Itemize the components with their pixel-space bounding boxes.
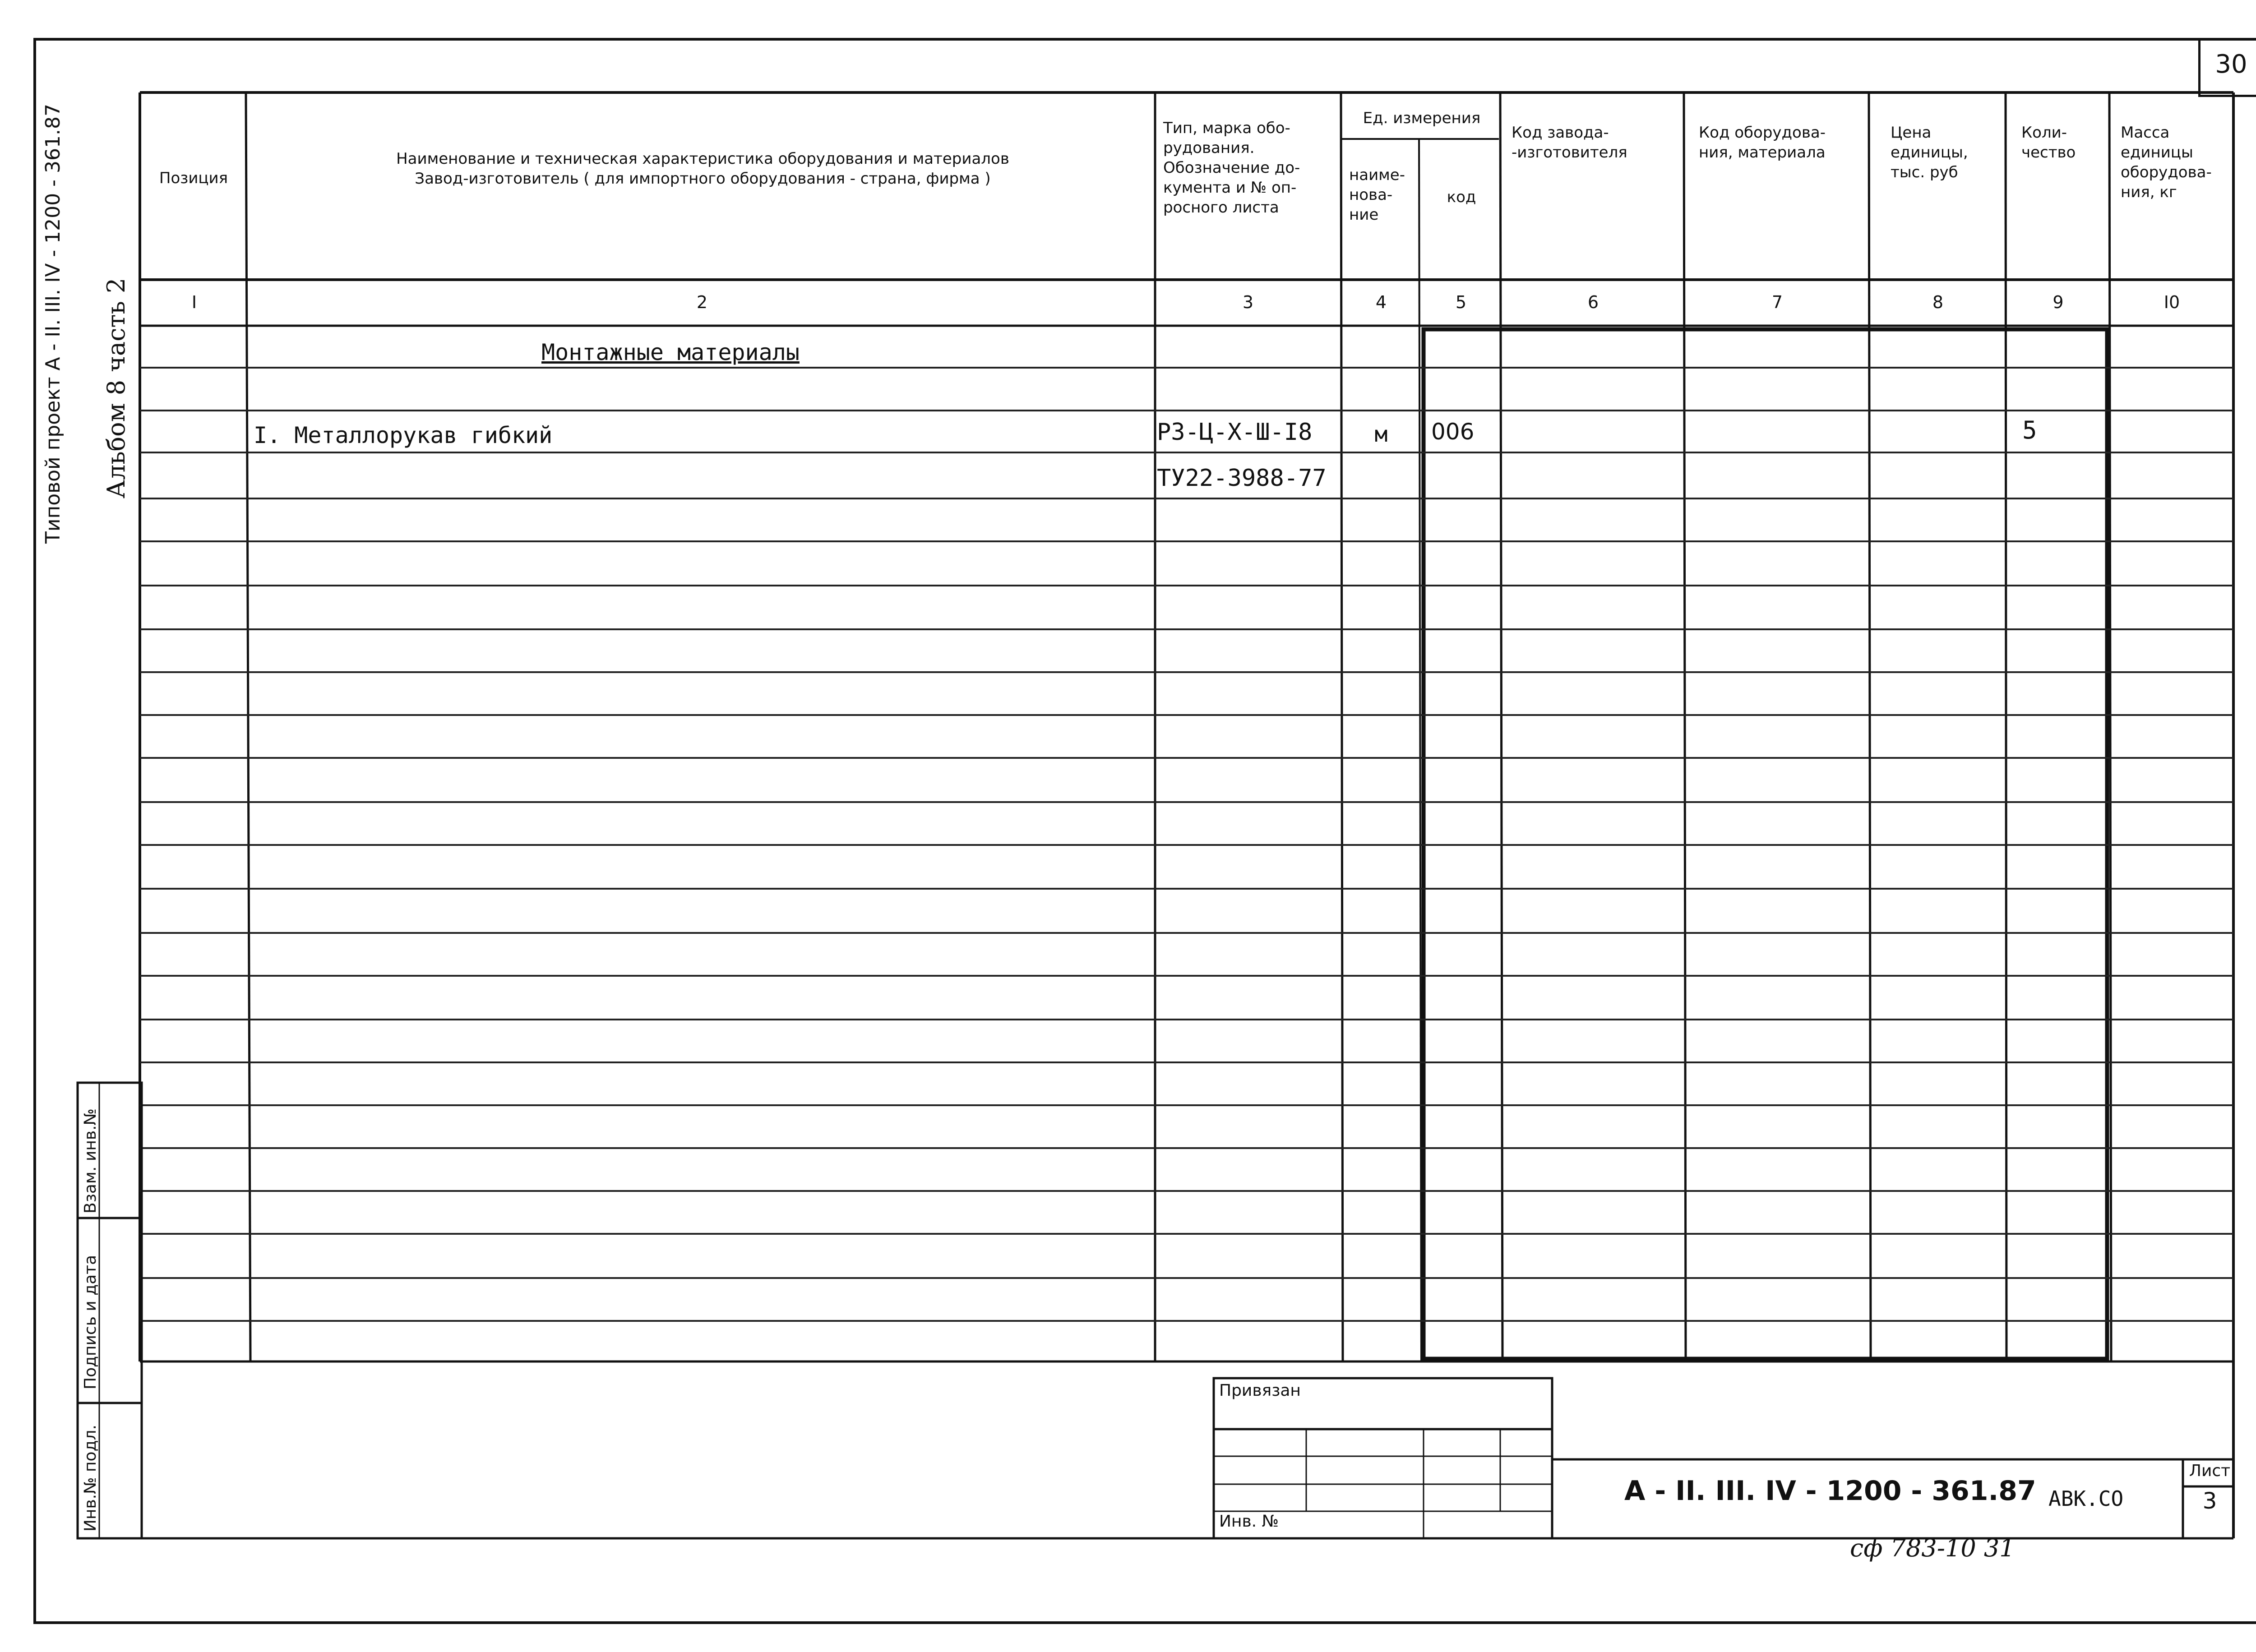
header-equipment-code-line: ния, материала [1699,143,1826,162]
side-project-label: Типовой проект А - II. III. IV - 1200 - 361.87 [42,104,65,544]
header-quantity-line: чество [2021,143,2076,162]
header-unit-name-line: ние [1349,206,1379,224]
inv-no-label: Инв. № [1219,1512,1279,1531]
column-number: 7 [1771,292,1783,312]
column-number: 3 [1242,292,1254,312]
sheet-number: 3 [2202,1488,2217,1514]
header-unit-name-line: наиме- [1349,166,1405,184]
column-number: I [191,292,197,312]
header-type-line: кумента и № оп- [1163,179,1297,197]
row-item-unit: м [1374,422,1388,447]
header-quantity-line: Коли- [2021,124,2067,142]
footer-note: сф 783-10 31 [1850,1534,2015,1562]
header-factory-code-line: -изготовителя [1512,143,1627,162]
sheet-label: Лист [2189,1462,2231,1480]
drawing-designation: А - II. III. IV - 1200 - 361.87 [1624,1475,2036,1507]
header-mass [2121,123,2233,202]
header-mass-line: оборудова- [2121,163,2212,181]
header-type [1163,118,1339,217]
header-type-line: Обозначение до- [1163,159,1300,177]
column-number: 8 [1932,292,1944,312]
header-unit-name-line: нова- [1349,186,1393,204]
header-equipment-code [1699,123,1869,162]
header-name-line1: Наименование и техническая характеристика оборудования и материалов [396,150,1009,168]
row-item-name: I. Металлорукав гибкий [254,422,553,448]
column-number: 5 [1455,292,1467,312]
row-item-doc: ТУ22-3988-77 [1157,465,1327,492]
row-item-type: РЗ-Ц-Х-Ш-I8 [1157,419,1313,446]
header-equipment-code-line: Код оборудова- [1699,124,1826,142]
header-factory-code-line: Код завода- [1512,124,1609,142]
privyazan-label: Привязан [1219,1381,1301,1400]
header-price-line: единицы, [1891,143,1968,162]
header-unit-code: код [1447,188,1476,206]
row-item-quantity: 5 [2022,416,2037,444]
drawing-code: АВК.СО [2048,1486,2124,1511]
header-unit-group: Ед. измерения [1363,109,1481,127]
stamp-sign: Подпись и дата [81,1255,100,1389]
header-type-line: рудования. [1163,139,1255,157]
column-number: 4 [1375,292,1387,312]
header-price [1891,123,2003,182]
stamp-inv: Инв.№ подл. [81,1425,100,1532]
stamp-vzam: Взам. инв.№ [81,1108,100,1214]
side-album-label: Альбом 8 часть 2 [102,277,130,498]
header-name-line2: Завод-изготовитель ( для импортного оборудования - страна, фирма ) [415,170,991,188]
header-price-line: Цена [1891,124,1932,142]
section-title: Монтажные материалы [541,339,800,365]
header-quantity [2021,123,2107,162]
column-number: 9 [2053,292,2064,312]
header-unit-name [1349,165,1417,225]
sheet-corner-number: 30 [2215,50,2247,79]
header-mass-line: единицы [2121,143,2193,162]
header-factory-code [1512,123,1683,162]
header-type-line: росного листа [1163,198,1279,217]
header-mass-line: ния, кг [2121,183,2177,201]
header-price-line: тыс. руб [1891,163,1958,181]
column-number: I0 [2164,292,2180,312]
column-number: 6 [1587,292,1599,312]
column-number: 2 [696,292,708,312]
header-mass-line: Масса [2121,124,2170,142]
header-position: Позиция [159,169,228,187]
row-item-unit-code: 006 [1431,419,1475,445]
header-type-line: Тип, марка обо- [1163,119,1290,137]
